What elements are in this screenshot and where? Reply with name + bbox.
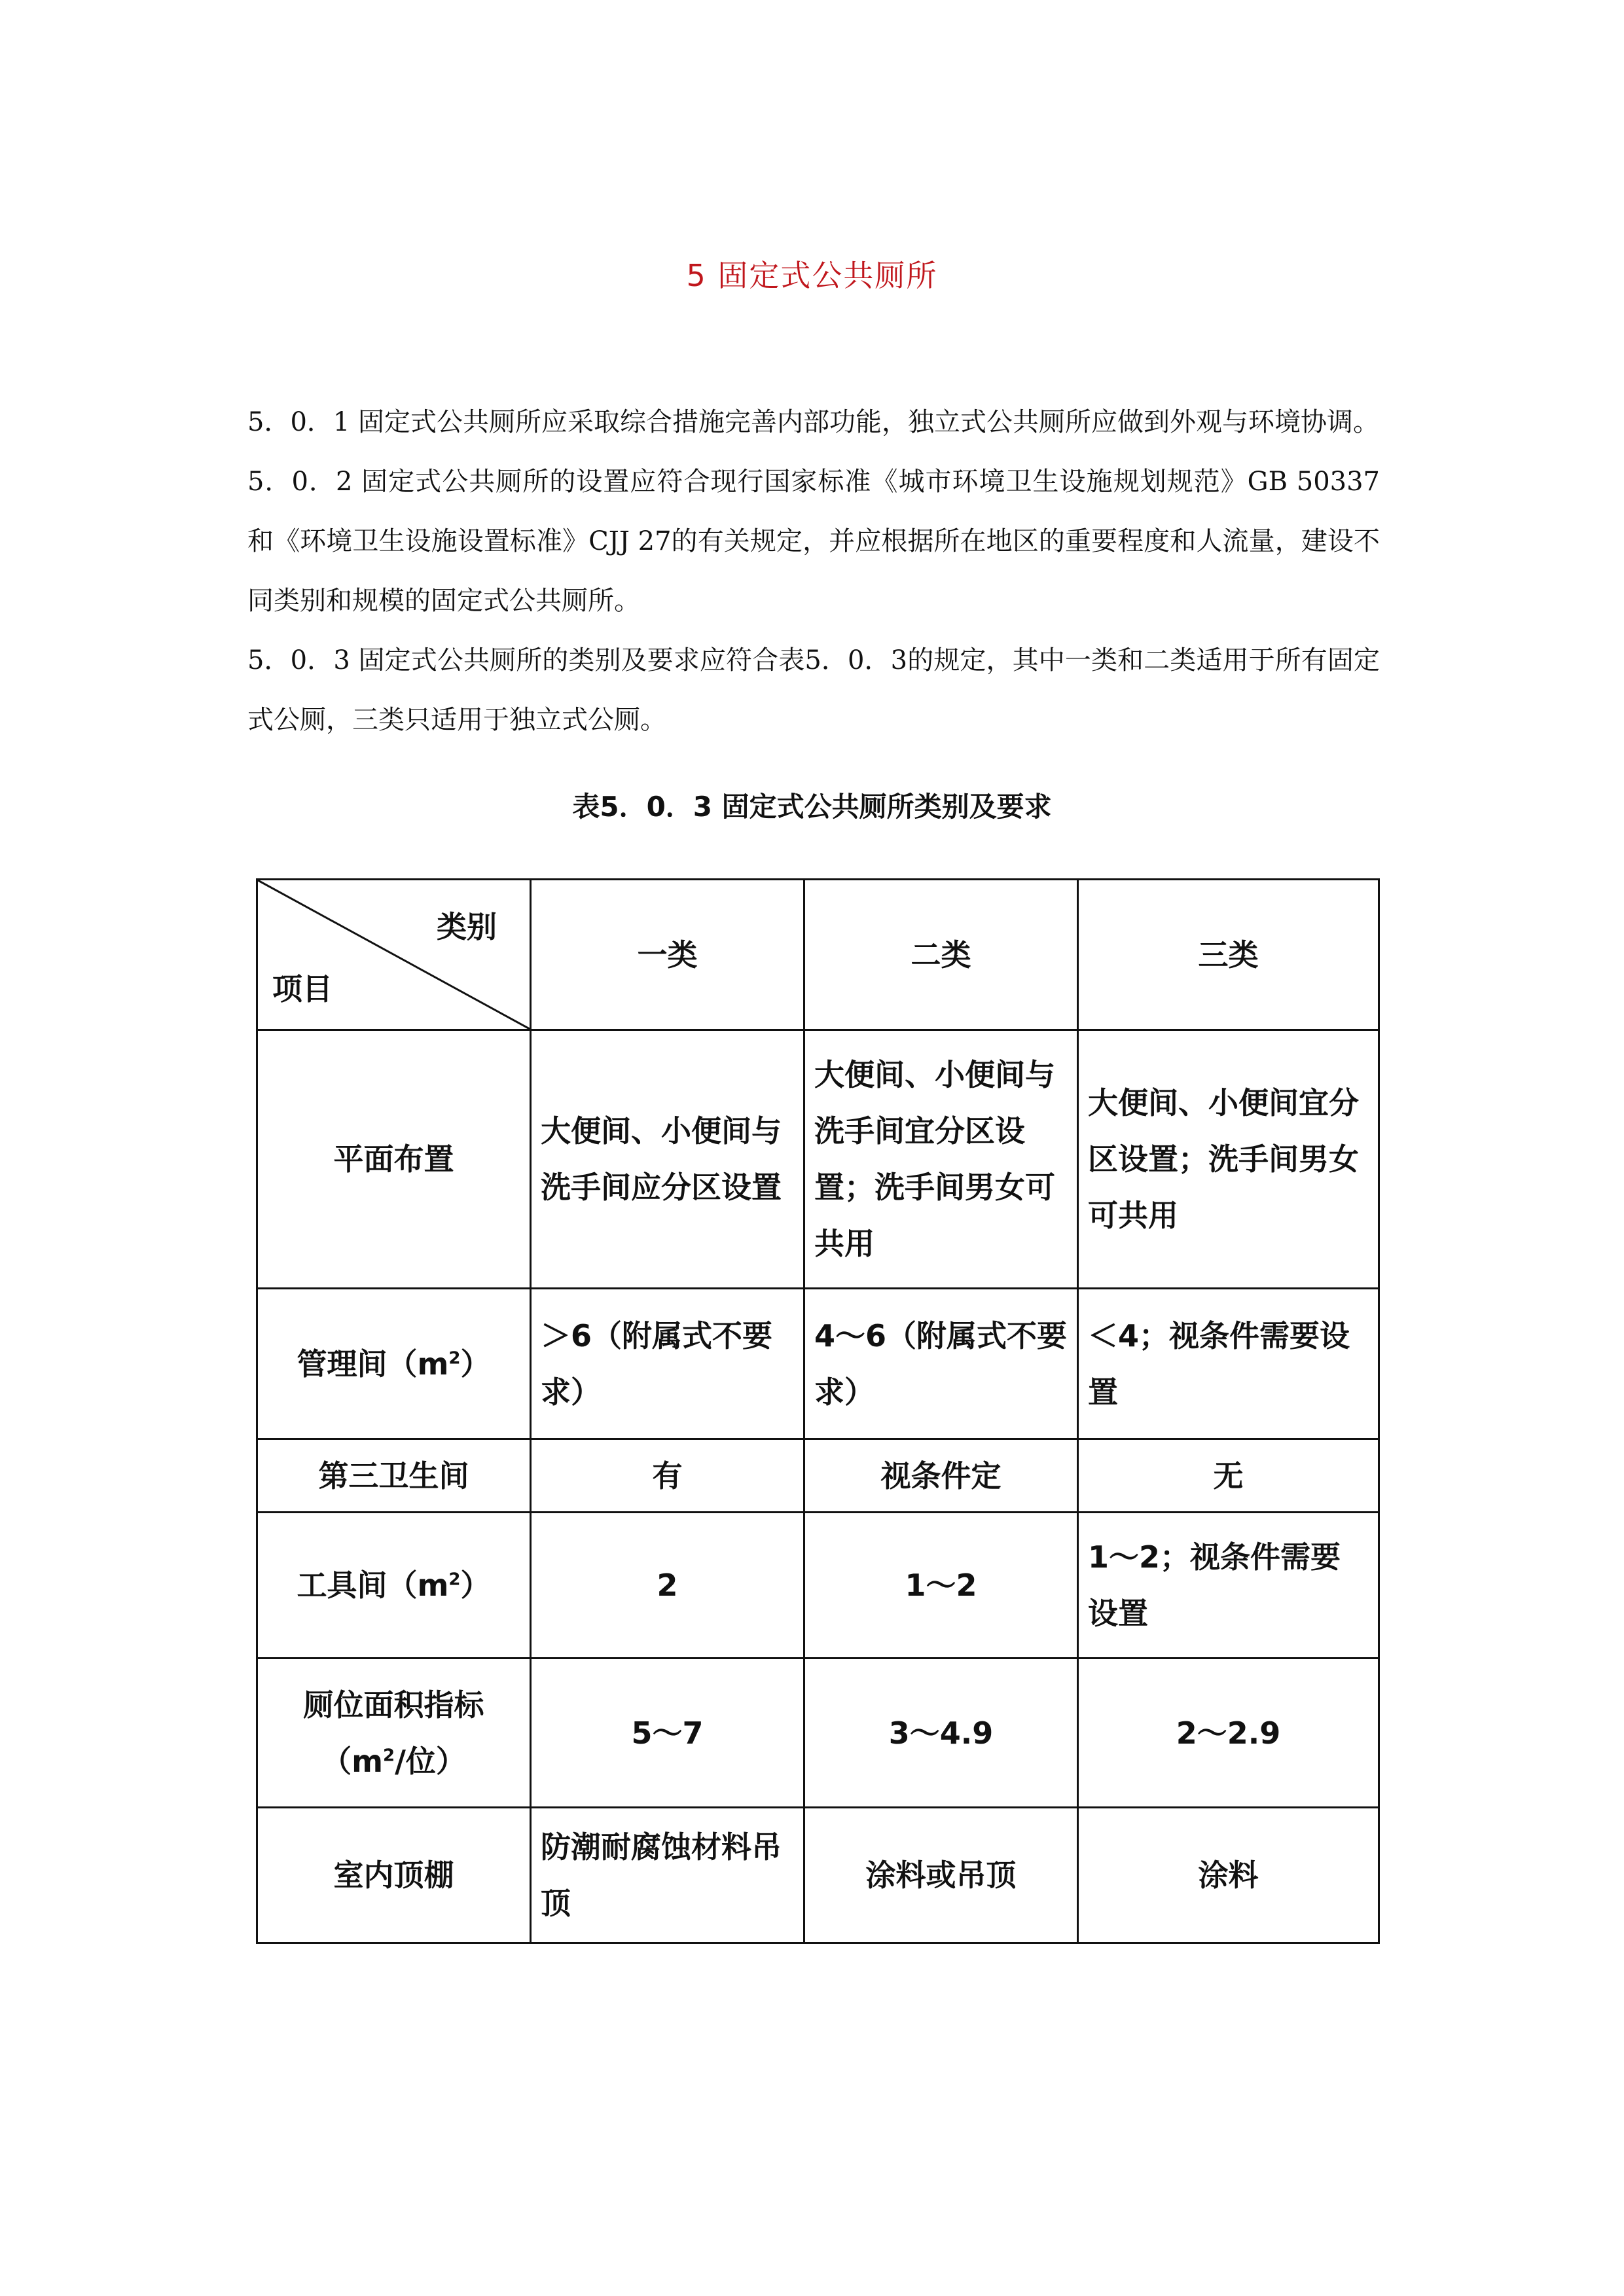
table-row: [257, 1289, 1379, 1439]
table-cell: ＜4；视条件需要设置: [1078, 1289, 1379, 1439]
table-cell: 视条件定: [804, 1439, 1078, 1513]
table-cell: 防潮耐腐蚀材料吊顶: [531, 1808, 804, 1943]
row-header: [257, 1289, 531, 1439]
table-row: [257, 1030, 1379, 1289]
superscript: 2: [448, 1348, 461, 1369]
table-cell: 有: [531, 1439, 804, 1513]
column-header: 三类: [1078, 880, 1379, 1030]
superscript: 2: [383, 1746, 395, 1766]
table-cell: 4～6（附属式不要求）: [804, 1289, 1078, 1439]
table-row: [257, 1659, 1379, 1808]
table-header-row: [257, 880, 1379, 1030]
table-caption: 表5．0．3 固定式公共厕所类别及要求: [572, 791, 1052, 823]
row-header-text: /位）: [395, 1743, 466, 1779]
table-cell: 无: [1078, 1439, 1379, 1513]
table-cell: 3～4.9: [804, 1659, 1078, 1808]
table-cell: 2: [531, 1513, 804, 1659]
requirements-table: [256, 878, 1380, 1944]
table-corner-cell: [257, 880, 531, 1030]
row-header-text: ）: [460, 1568, 491, 1603]
paragraph-5-0-1: 5．0．1 固定式公共厕所应采取综合措施完善内部功能，独立式公共厕所应做到外观与环境协调。: [247, 407, 1380, 437]
row-header: 室内顶棚: [257, 1808, 531, 1943]
corner-label-category: 类别: [437, 909, 497, 944]
superscript: 2: [448, 1570, 461, 1590]
row-header-text: ）: [460, 1346, 491, 1382]
row-header: 第三卫生间: [257, 1439, 531, 1513]
table-row: [257, 1439, 1379, 1513]
column-header: 二类: [804, 880, 1078, 1030]
table-cell: 涂料: [1078, 1808, 1379, 1943]
table-cell: 2～2.9: [1078, 1659, 1379, 1808]
table-cell: 1～2；视条件需要设置: [1078, 1513, 1379, 1659]
row-header-text: 管理间（m: [297, 1346, 449, 1382]
table-cell: 大便间、小便间宜分区设置；洗手间男女可共用: [1078, 1030, 1379, 1289]
row-header-text: 工具间（m: [297, 1568, 449, 1603]
body-text: [247, 393, 1380, 750]
paragraph-5-0-3: 5．0．3 固定式公共厕所的类别及要求应符合表5．0．3的规定，其中一类和二类适用于所有固定式公厕，三类只适用于独立式公厕。: [247, 645, 1380, 735]
table-cell: 大便间、小便间与洗手间宜分区设置；洗手间男女可共用: [804, 1030, 1078, 1289]
row-header-text: 厕位面积指标（m: [303, 1687, 484, 1779]
table-cell: 大便间、小便间与洗手间应分区设置: [531, 1030, 804, 1289]
column-header: 一类: [531, 880, 804, 1030]
table-cell: ＞6（附属式不要求）: [531, 1289, 804, 1439]
row-header: [257, 1659, 531, 1808]
table-row: [257, 1808, 1379, 1943]
row-header: [257, 1513, 531, 1659]
table-cell: 涂料或吊顶: [804, 1808, 1078, 1943]
corner-label-item: 项目: [272, 971, 333, 1007]
table-row: [257, 1513, 1379, 1659]
table-cell: 5～7: [531, 1659, 804, 1808]
table-cell: 1～2: [804, 1513, 1078, 1659]
row-header: 平面布置: [257, 1030, 531, 1289]
paragraph-5-0-2: 5．0．2 固定式公共厕所的设置应符合现行国家标准《城市环境卫生设施规划规范》GB 50337和《环境卫生设施设置标准》CJJ 27的有关规定，并应根据所在地区的重要程度和人流量，建设不同类别和规模的固定式公共厕所。: [247, 467, 1380, 616]
page-title: 5 固定式公共厕所: [686, 258, 938, 293]
